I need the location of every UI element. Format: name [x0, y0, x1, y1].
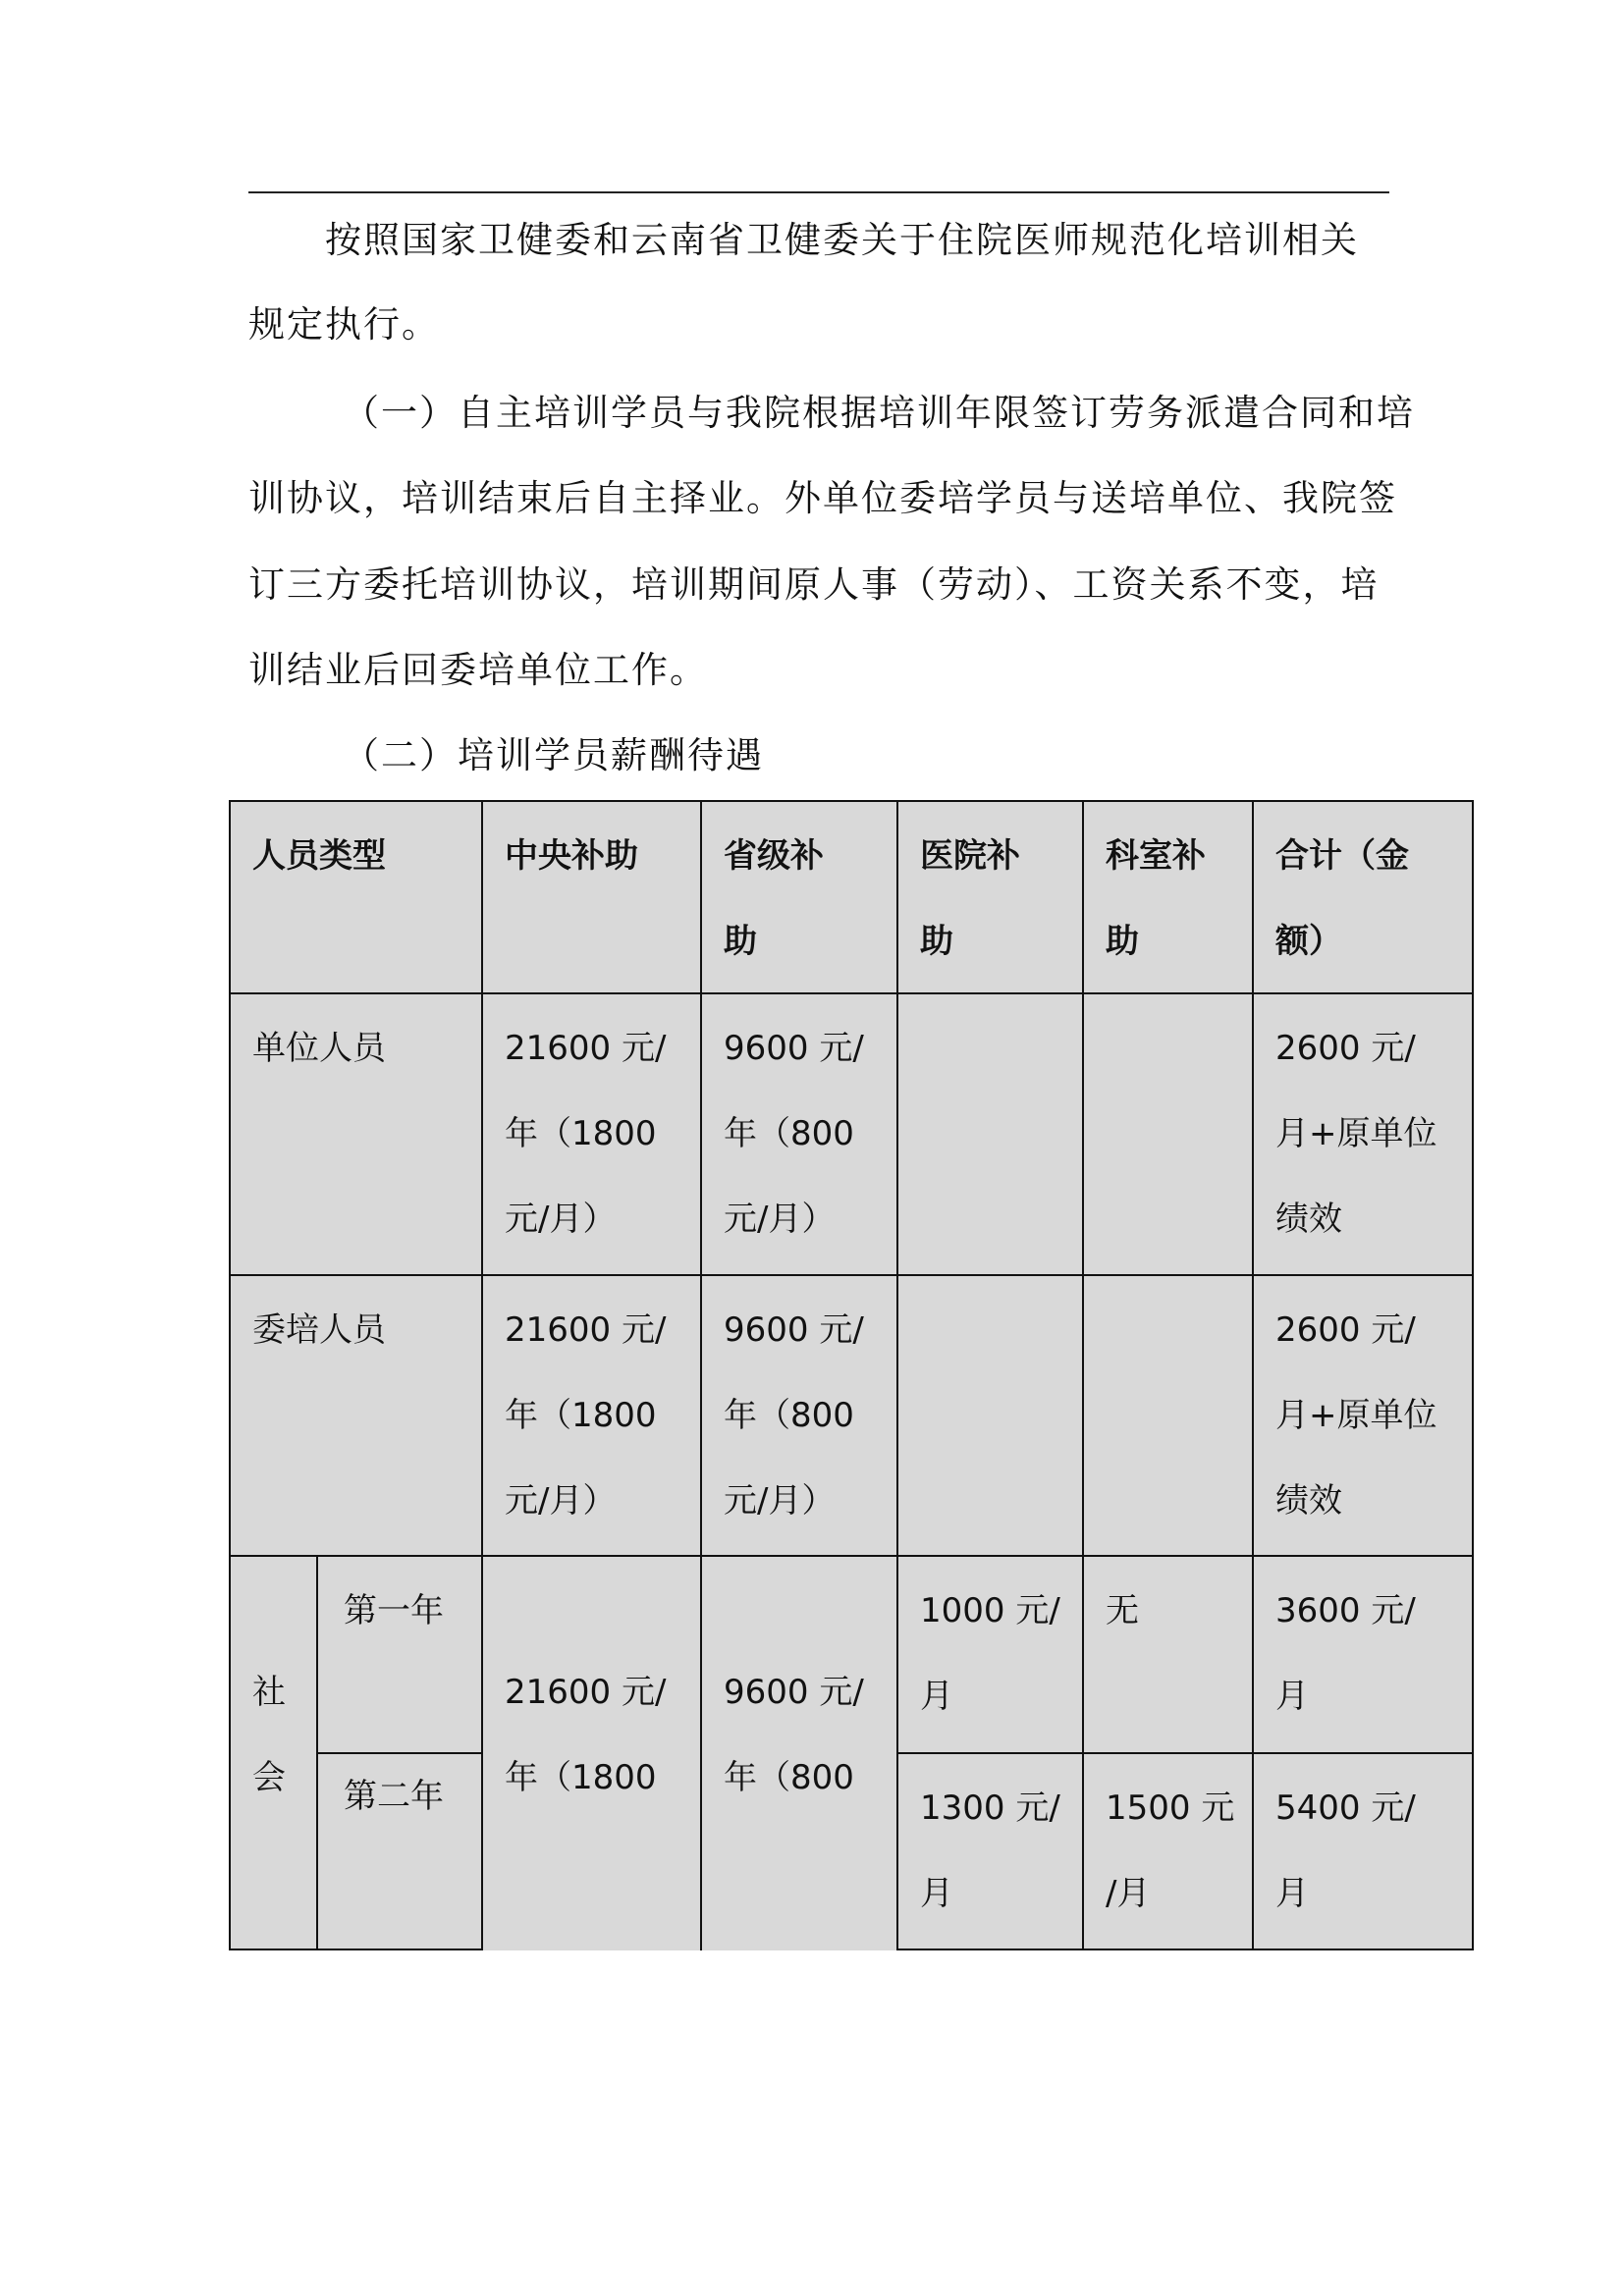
cell-type-weipei: 委培人员: [229, 1274, 483, 1557]
cell-provincial-weipei: 9600 元/ 年（800 元/月）: [700, 1274, 898, 1557]
cell-total-danwei: 2600 元/ 月+原单位 绩效: [1252, 992, 1474, 1276]
cell-central-shehui: 21600 元/ 年（1800: [481, 1555, 702, 1950]
cell-year1-label: 第一年: [316, 1555, 483, 1754]
cell-total-year2: 5400 元/ 月: [1252, 1752, 1474, 1950]
cell-department-year2: 1500 元 /月: [1082, 1752, 1254, 1950]
cell-hospital-year2: 1300 元/ 月: [896, 1752, 1084, 1950]
cell-year2-label: 第二年: [316, 1752, 483, 1950]
cell-hospital-danwei: [896, 992, 1084, 1276]
paragraph-line: （一）自主培训学员与我院根据培训年限签订劳务派遣合同和培: [343, 392, 1415, 434]
cell-type-danwei: 单位人员: [229, 992, 483, 1276]
cell-department-year1: 无: [1082, 1555, 1254, 1754]
header-cell-total: 合计（金 额）: [1252, 800, 1474, 994]
header-cell-type: 人员类型: [229, 800, 483, 994]
cell-hospital-year1: 1000 元/ 月: [896, 1555, 1084, 1754]
cell-department-danwei: [1082, 992, 1254, 1276]
paragraph-line: 训协议，培训结束后自主择业。外单位委培学员与送培单位、我院签: [248, 477, 1397, 519]
section-heading: （二）培训学员薪酬待遇: [343, 734, 764, 776]
header-cell-hospital: 医院补 助: [896, 800, 1084, 994]
paragraph-line: 规定执行。: [248, 303, 440, 346]
paragraph-line: 按照国家卫健委和云南省卫健委关于住院医师规范化培训相关: [325, 219, 1359, 261]
header-cell-department: 科室补 助: [1082, 800, 1254, 994]
paragraph-line: 训结业后回委培单位工作。: [248, 649, 708, 691]
cell-total-year1: 3600 元/ 月: [1252, 1555, 1474, 1754]
cell-total-weipei: 2600 元/ 月+原单位 绩效: [1252, 1274, 1474, 1557]
cell-hospital-weipei: [896, 1274, 1084, 1557]
paragraph-line: 订三方委托培训协议，培训期间原人事（劳动）、工资关系不变，培: [248, 563, 1380, 606]
cell-central-danwei: 21600 元/ 年（1800 元/月）: [481, 992, 702, 1276]
cell-provincial-danwei: 9600 元/ 年（800 元/月）: [700, 992, 898, 1276]
cell-provincial-shehui: 9600 元/ 年（800: [700, 1555, 898, 1950]
header-cell-provincial: 省级补 助: [700, 800, 898, 994]
header-rule: [248, 191, 1389, 193]
cell-type-shehui: 社 会: [229, 1555, 318, 1950]
cell-department-weipei: [1082, 1274, 1254, 1557]
header-cell-central: 中央补助: [481, 800, 702, 994]
cell-central-weipei: 21600 元/ 年（1800 元/月）: [481, 1274, 702, 1557]
